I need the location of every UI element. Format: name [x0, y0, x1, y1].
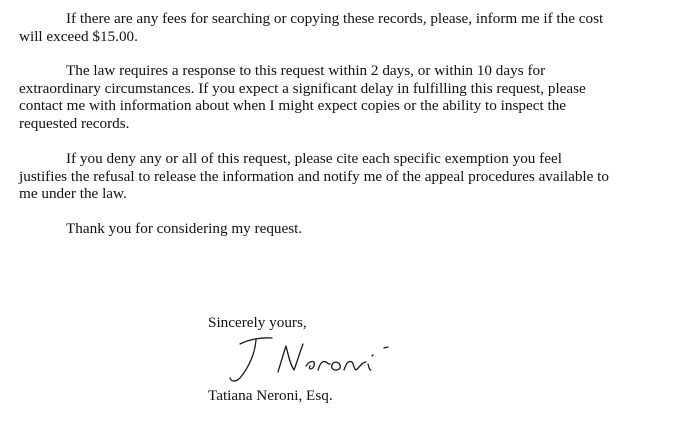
- closing-salutation: Sincerely yours,: [208, 314, 307, 331]
- handwritten-signature: [226, 332, 401, 388]
- thanks-paragraph: Thank you for considering my request.: [66, 220, 303, 237]
- signer-name: Tatiana Neroni, Esq.: [208, 387, 333, 404]
- denial-paragraph: If you deny any or all of this request, please cite each specific exemption you feel justifies the refusal to release the information and notify me of the appeal procedures available to me under the law.: [19, 150, 609, 203]
- response-time-paragraph: The law requires a response to this request within 2 days, or within 10 days for extraordinary circumstances. If you expect a significant delay in fulfilling this request, please contact me with information about when I might expect copies or the ability to inspect the requested records.: [19, 62, 586, 132]
- fees-paragraph: If there are any fees for searching or copying these records, please, inform me if the cost will exceed $15.00.: [19, 10, 604, 45]
